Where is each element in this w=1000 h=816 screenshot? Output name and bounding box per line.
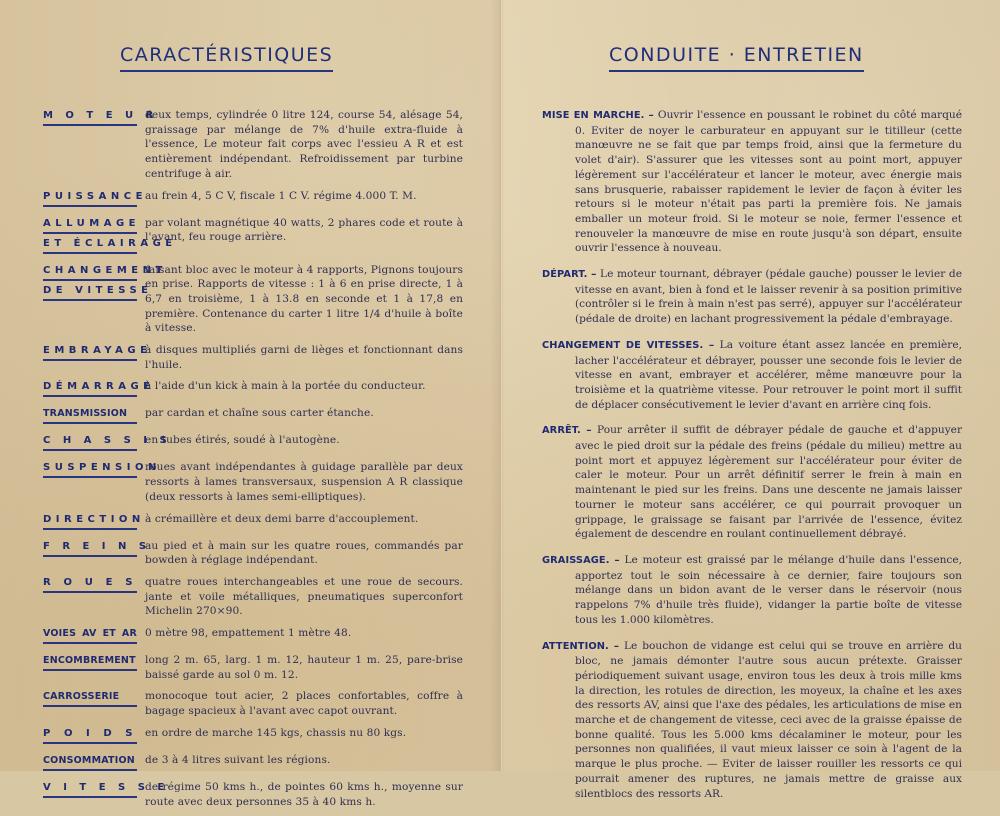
spec-value: 0 mètre 98, empattement 1 mètre 48. — [145, 627, 352, 640]
spec-label — [43, 653, 137, 673]
spec-value: long 2 m. 65, larg. 1 m. 12, hauteur 1 m. 25, pare-brise baissé garde au sol 0 m. 12. — [145, 654, 463, 681]
spec-label — [43, 216, 177, 256]
spec-label — [43, 689, 137, 709]
spec-row — [43, 216, 463, 256]
instruction-section — [542, 267, 962, 327]
spec-value: à disques multipliés garni de lièges et fonctionnant dans l'huile. — [145, 344, 463, 371]
section-text: La voiture étant assez lancée en première, lacher l'accélérateur et débrayer, pousser une seconde fois le levier de vitesse en avant, embrayer et accélérer, même manœuvre pour la troisième et la quatrième vitesse. Pour retrouver le point mort il suffit de déplacer consécutivement le levier d'avant en arrière cinq fois. — [575, 338, 962, 411]
spec-value: deux temps, cylindrée 0 litre 124, course 54, alésage 54, graissage par mélange de 7% d'huile extra-fluide à l'essence, Le moteur fait corps avec l'essieu A R et est entièrement indépendant. Refroidissement par turbine centrifuge à air. — [145, 109, 463, 180]
spec-label-line: CARROSSERIE — [43, 689, 137, 707]
spec-label — [43, 575, 137, 595]
spec-label-line: CHANGEMENT — [43, 263, 137, 281]
spec-label-line: VOIES AV ET AR — [43, 626, 137, 644]
spec-label — [43, 726, 137, 746]
spec-label-line: P O I D S — [43, 726, 137, 744]
spec-row — [43, 189, 463, 209]
spec-label — [43, 433, 172, 453]
spec-label — [43, 512, 145, 532]
spec-label-line: PUISSANCE — [43, 189, 137, 207]
heading-dash: – — [586, 424, 592, 437]
spec-value: roues avant indépendantes à guidage parallèle par deux ressorts à lames transversaux, suspension A R classique (deux ressorts à lames semi-elliptiques). — [145, 461, 463, 503]
specifications-list — [43, 108, 463, 816]
heading-dash: – — [591, 268, 597, 281]
spec-label — [43, 460, 161, 480]
spec-label-line: CONSOMMATION — [43, 753, 137, 771]
spec-value: de 3 à 4 litres suivant les régions. — [145, 753, 331, 766]
spec-label-line: DE VITESSE — [43, 283, 137, 301]
spec-row — [43, 108, 463, 182]
right-page — [502, 0, 1000, 800]
section-heading: GRAISSAGE. — [542, 554, 610, 566]
spec-value: quatre roues interchangeables et une roue de secours. jante et voile métalliques, pneumatiques superconfort Michelin 270×90. — [145, 575, 463, 618]
spec-label-line: M O T E U R — [43, 108, 137, 126]
spec-label-line: ALLUMAGE — [43, 216, 137, 234]
spec-row — [43, 689, 463, 718]
spec-label-line: ENCOMBREMENT — [43, 653, 137, 671]
section-text: Pour arrêter il suffit de débrayer pédale de gauche et d'appuyer avec le pied droit sur la pédale des freins (pédale du milieu) mettre au point mort et appuyez légèrement sur l'accélérateur pour éviter de caler le moteur. Pour un arrêt définitif serrer le frein à main en maintenant le pied sur les freins. Dans une descente ne jamais laisser tourner le moteur sans accélérer, ce qui pourrait provoquer un grippage, le graissage se faisant par l'arrivée de l'essence, évitez également de descendre en roulant continuellement débrayé. — [575, 424, 963, 541]
spec-row — [43, 263, 463, 337]
spec-label-line: DIRECTION — [43, 512, 137, 530]
section-text: Le moteur est graissé par le mélange d'huile dans l'essence, apportez tout le soin nécessaire à ce dernier, faire toujours son mélange dans un bidon avant de le verser dans le réservoir (nous rappelons 7% d'huile très fluide), vidanger la partie boîte de vitesse tous les 1.000 kilomètres. — [575, 553, 963, 626]
spec-row — [43, 626, 463, 646]
spec-row — [43, 343, 463, 372]
spec-row — [43, 726, 463, 746]
instruction-section — [542, 338, 962, 413]
spec-row — [43, 512, 463, 532]
section-heading: MISE EN MARCHE. — [542, 110, 645, 121]
spec-label-line: F R E I N S — [43, 539, 137, 557]
spec-row — [43, 753, 463, 773]
spec-label — [43, 379, 155, 399]
section-heading: CHANGEMENT DE VITESSES. — [542, 339, 704, 351]
spec-row — [43, 433, 463, 453]
spec-value: faisant bloc avec le moteur à 4 rapports, Pignons toujours en prise. Rapports de vitesse : 1 à 6 en prise directe, 1 à 6,7 en troisième, 1 à 13.8 en seconde et 1 à 17,8 en première. Contenance du carter 1 litre 1/4 d'huile à boîte à vitesse. — [145, 263, 463, 335]
page-title-conduite-entretien: CONDUITE · ENTRETIEN — [609, 44, 864, 72]
section-heading: ATTENTION. — [542, 640, 609, 652]
spec-value: au pied et à main sur les quatre roues, commandés par bowden à réglage indépendant. — [145, 539, 463, 567]
spec-label — [43, 406, 137, 426]
instructions-list — [542, 108, 962, 812]
spec-value: au frein 4, 5 C V, fiscale 1 C V. régime 4.000 T. M. — [145, 189, 417, 202]
spec-label-line: V I T E S S E — [43, 780, 137, 798]
spec-value: par volant magnétique 40 watts, 2 phares code et route à l'avant, feu rouge arrière. — [145, 216, 463, 244]
spec-label — [43, 780, 169, 800]
spec-label — [43, 539, 151, 559]
spec-label-line: DÉMARRAGE — [43, 379, 137, 397]
page-title-caracteristiques: CARACTÉRISTIQUES — [120, 44, 333, 72]
spec-value: à crémaillère et deux demi barre d'accouplement. — [145, 512, 419, 525]
spec-label-line: C H A S S I S — [43, 433, 137, 451]
spec-label — [43, 626, 137, 646]
spec-row — [43, 379, 463, 399]
spec-label — [43, 753, 137, 773]
section-text: Le bouchon de vidange est celui qui se trouve en arrière du bloc, ne jamais démonter l'autre sous aucun prétexte. Graisser périodiquement suivant usage, environ tous les deux à trois mille kms la direction, les rotules de direction, les moyeux, la chaîne et les axes des ressorts AV, ainsi que l'axe des pédales, les articulations de mise en marche et de changement de vitesse, ceci avec de la graisse épaisse de bonne qualité. Tous les 5.000 kms décalaminer le moteur, pour les personnes non qualifiées, il vaut mieux laisser ce soin à l'agent de la marque le plus proche. — Eviter de laisser rouiller les ressorts ce qui pourrait amener des ruptures, ne jamais mettre de graisse aux silentblocs des ressorts AR. — [575, 639, 962, 800]
spec-value: monocoque tout acier, 2 places confortables, coffre à bagage spacieux à l'avant avec capot ouvrant. — [145, 690, 463, 718]
spec-row — [43, 575, 463, 619]
spec-value: en tubes étirés, soudé à l'autogène. — [145, 434, 340, 447]
spec-label — [43, 263, 167, 303]
spec-row — [43, 406, 463, 426]
instruction-section — [542, 639, 962, 802]
spec-row — [43, 539, 463, 568]
spec-value: en ordre de marche 145 kgs, chassis nu 80 kgs. — [145, 726, 407, 739]
spec-label — [43, 108, 158, 128]
section-text: Le moteur tournant, débrayer (pédale gauche) pousser le levier de vitesse en avant, bien à fond et le laisser revenir à sa position primitive (contrôler si le frein à main n'est pas serré), appuyer sur l'accélérateur (pédale de droite) en lachant progressivement la pédale d'embrayage. — [575, 268, 962, 326]
spec-value: à l'aide d'un kick à main à la portée du conducteur. — [145, 380, 426, 393]
spec-label-line: EMBRAYAGE — [43, 343, 137, 361]
spec-row — [43, 460, 463, 504]
spec-value: de régime 50 kms h., de pointes 60 kms h., moyenne sur route avec deux personnes 35 à 40 kms h. — [145, 780, 463, 808]
section-text: Ouvrir l'essence en poussant le robinet du côté marqué 0. Eviter de noyer le carburateur en appuyant sur le titilleur (cette manœuvre ne se fait que par temps froid, ainsi que la fermeture du volet d'air). S'assurer que les vitesses sont au point mort, appuyer légèrement sur l'accélérateur et lancer le moteur, avec énergie mais sans brusquerie, rabaisser rapidement le levier de façon à éviter les retours si le moteur n'était pas parti la première fois. Ne jamais emballer un moteur froid. Si le moteur se noie, fermer l'essence et renouveler la manœuvre de mise en route jusqu'à son départ, ensuite ouvrir l'essence à nouveau. — [575, 109, 962, 255]
left-page — [0, 0, 500, 808]
spec-label — [43, 343, 152, 363]
spec-label-line: ET ÉCLAIRAGE — [43, 236, 137, 254]
spec-row — [43, 653, 463, 682]
heading-dash: – — [708, 338, 715, 351]
spec-label-line: SUSPENSION — [43, 460, 137, 478]
heading-dash: – — [614, 553, 620, 566]
spec-label-line: TRANSMISSION — [43, 406, 137, 424]
instruction-section — [542, 553, 962, 628]
instruction-section — [542, 423, 962, 542]
heading-dash: – — [613, 639, 620, 652]
instruction-section — [542, 108, 962, 256]
spec-value: par cardan et chaîne sous carter étanche. — [145, 407, 374, 420]
spec-label — [43, 189, 147, 209]
spec-row — [43, 780, 463, 809]
section-heading: DÉPART. — [542, 269, 588, 281]
section-heading: ARRÊT. — [542, 425, 581, 437]
spec-label-line: R O U E S — [43, 575, 137, 593]
heading-dash: – — [648, 109, 654, 121]
